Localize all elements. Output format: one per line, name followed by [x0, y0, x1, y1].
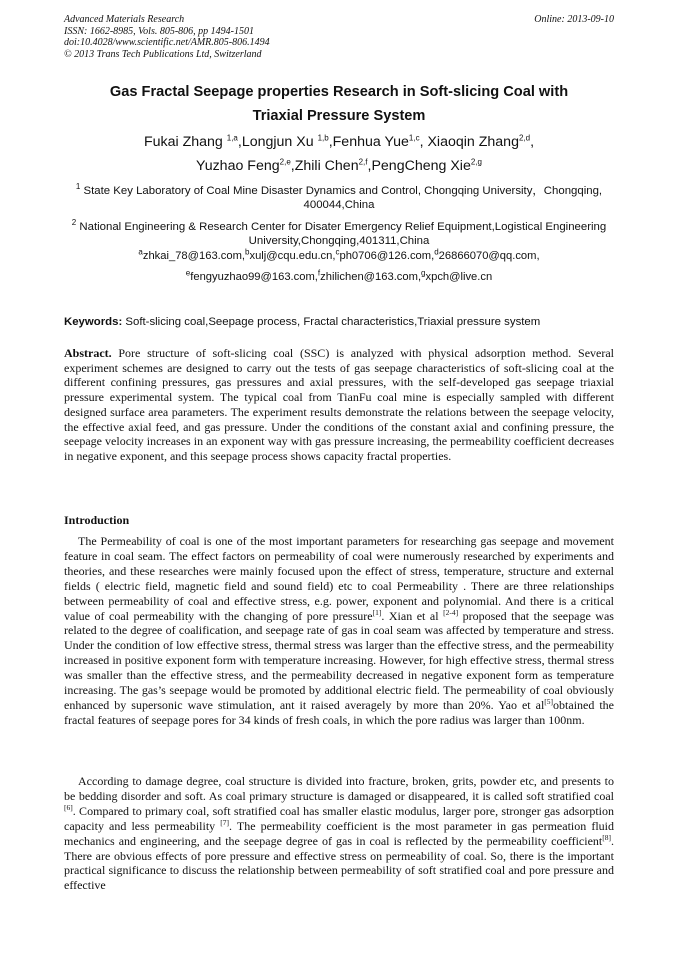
- email-address: ph0706@126.com,: [339, 250, 435, 262]
- paragraph-text: . The permeability coefficient is the most parameter in gas permeation fluid mechanics and engineering, and the seepage degree of gas in coal is reflected by the permeability coefficient: [64, 818, 614, 848]
- keywords-text: Soft-slicing coal,Seepage process, Fractal characteristics,Triaxial pressure system: [122, 316, 541, 328]
- author-separator: ,: [290, 158, 295, 174]
- citation-ref: [1]: [372, 607, 382, 617]
- author-affiliation-mark: 2,f: [358, 157, 368, 167]
- author-separator: ,: [530, 134, 535, 150]
- affiliation-2: [64, 220, 614, 248]
- journal-header: [64, 14, 270, 60]
- email-mark: a: [138, 247, 143, 257]
- citation-ref: [7]: [220, 817, 230, 827]
- author-separator: ,: [237, 134, 242, 150]
- author-name: Fenhua Yue: [332, 134, 409, 150]
- author-name: Longjun Xu: [241, 134, 318, 150]
- keywords-label: Keywords:: [64, 316, 123, 328]
- email-line-1: [64, 249, 614, 263]
- keywords: [64, 315, 616, 329]
- author-line-1: [144, 134, 534, 150]
- email-mark: f: [317, 268, 321, 278]
- paragraph-text: . There are obvious effects of pore pressure and effective stress on permeability of coal. So, there is the important practical significance to discuss the relationship between permeability of soft stratified coal and pore pressure and effective: [64, 833, 614, 893]
- author-name: PengCheng Xie: [371, 158, 471, 174]
- author-affiliation-mark: 1,c: [408, 133, 420, 143]
- email-mark: e: [185, 268, 191, 278]
- author-name: Zhili Chen: [294, 158, 359, 174]
- author-list: [60, 130, 618, 178]
- citation-ref: [6]: [64, 802, 73, 812]
- email-line-2: [64, 270, 614, 284]
- author-name: Fukai Zhang: [143, 134, 227, 150]
- author-affiliation-mark: 2,d: [518, 133, 531, 143]
- author-separator: ,: [367, 158, 372, 174]
- author-name: Xiaoqin Zhang: [427, 134, 519, 150]
- paragraph-text: proposed that the seepage was related to the degree of coalification, and seepage rate of gas in coal seam was affected by temperature and stress. Under the condition of low effective stress, thermal stress was larger than the effective stress, and the permeability increased in positive exponent form with temperature increasing. However, for high effective stress, thermal stress was smaller than the effective stress, and the permeability decreased in negative exponent form as temperature increasing. The gas’s seepage would be promoted by additional electric field. The permeability of coal obviously enhanced by supersonic wave stimulation, ant it raised averagely by more than 20%. Yao et al: [64, 608, 614, 712]
- affiliation-mark: 2: [71, 218, 77, 228]
- paragraph-text: obtained the fractal features of seepage pores for 34 kinds of fresh coals, in which the pore radius was larger than 100nm.: [64, 697, 614, 727]
- section-heading-introduction: Introduction: [64, 513, 130, 527]
- issn-line: ISSN: 1662-8985, Vols. 805-806, pp 1494-1501: [64, 25, 254, 37]
- author-affiliation-mark: 2,e: [279, 157, 291, 167]
- author-affiliation-mark: 1,b: [317, 133, 329, 143]
- email-address: zhilichen@163.com,: [320, 271, 422, 283]
- paragraph-text: . Compared to primary coal, soft stratified coal has smaller elastic modulus, larger pore, stronger gas adsorption capacity and less permeability: [64, 803, 614, 833]
- affiliation-text: National Engineering & Research Center for Disater Emergency Relief Equipment,Logistical Engineering University,Chongqing,401311,China: [76, 221, 607, 247]
- title-line-2: Triaxial Pressure System: [252, 108, 426, 124]
- author-affiliation-mark: 2,g: [470, 157, 482, 167]
- citation-ref: [5]: [544, 696, 554, 706]
- affiliation-mark: 1: [75, 182, 81, 192]
- email-mark: g: [421, 268, 426, 278]
- email-address: 26866070@qq.com,: [438, 250, 540, 262]
- author-affiliation-mark: 1,a: [226, 133, 238, 143]
- paragraph-text: . Xian et al: [381, 608, 444, 623]
- author-line-2: [196, 158, 482, 174]
- affiliation-text: State Key Laboratory of Coal Mine Disaster Dynamics and Control, Chongqing University，Chongqing, 400044,China: [80, 185, 603, 211]
- email-mark: d: [434, 247, 439, 257]
- copyright-line: © 2013 Trans Tech Publications Ltd, Switzerland: [64, 48, 262, 60]
- online-date: Online: 2013-09-10: [534, 14, 614, 25]
- title-line-1: Gas Fractal Seepage properties Research in Soft-slicing Coal with: [109, 84, 569, 100]
- citation-ref: [2-4]: [443, 607, 459, 617]
- author-name: Yuzhao Feng: [196, 158, 280, 174]
- citation-ref: [8]: [602, 832, 611, 842]
- email-mark: c: [335, 247, 340, 257]
- email-address: xpch@live.cn: [425, 271, 493, 283]
- abstract: [64, 346, 614, 464]
- email-mark: b: [245, 247, 250, 257]
- author-separator: ,: [419, 134, 428, 150]
- author-separator: ,: [328, 134, 333, 150]
- introduction-paragraph-1: [64, 534, 614, 728]
- doi-line: doi:10.4028/www.scientific.net/AMR.805-806.1494: [64, 37, 270, 48]
- affiliation-1: [64, 184, 614, 212]
- paragraph-text: The Permeability of coal is one of the most important parameters for researching gas seepage and movement feature in coal seam. The effect factors on permeability of coal were numerously researched by experiments and theories, and these researches were mainly focused upon the effect of stress, temperature, structure and external fields ( electric field, magnetic field and sound field) etc to coal Permeability . There are three relationships between permeability of coal and effective stress, e.g. power, exponent and polynomial. And there is a critical value of coal permeability with the changing of pore pressure: [64, 534, 614, 623]
- journal-name: Advanced Materials Research: [64, 14, 185, 25]
- abstract-label: Abstract.: [64, 346, 112, 360]
- paper-title: [60, 80, 618, 128]
- email-address: zhkai_78@163.com,: [142, 250, 246, 262]
- abstract-text: Pore structure of soft-slicing coal (SSC) is analyzed with physical adsorption method. Several experiment schemes are designed to carry out the tests of gas seepage characteristics of soft-slicing coal at the different confining pressures, gas pressures and axial pressures, with the self-developed gas seepage triaxial pressure experimental system. The typical coal from TianFu coal mine is especially sampled with different designed surface area parameters. The experiment results demonstrate the relations between the seepage velocity, the effective axial feed, and gas pressure. Under the conditions of the constant axial and confining pressure, the seepage velocity increases in an exponent way with gas pressure increasing, the permeability coefficient decreases in negative exponent, and this seepage process shows capacity fractal properties.: [64, 346, 614, 463]
- email-address: xulj@cqu.edu.cn,: [249, 250, 336, 262]
- email-address: fengyuzhao99@163.com,: [190, 271, 318, 283]
- paragraph-text: According to damage degree, coal structure is divided into fracture, broken, grits, powder etc, and presents to be bedding disorder and soft. As coal primary structure is damaged or disappeared, it is called soft stratified coal: [64, 774, 614, 803]
- introduction-paragraph-2: [64, 774, 614, 893]
